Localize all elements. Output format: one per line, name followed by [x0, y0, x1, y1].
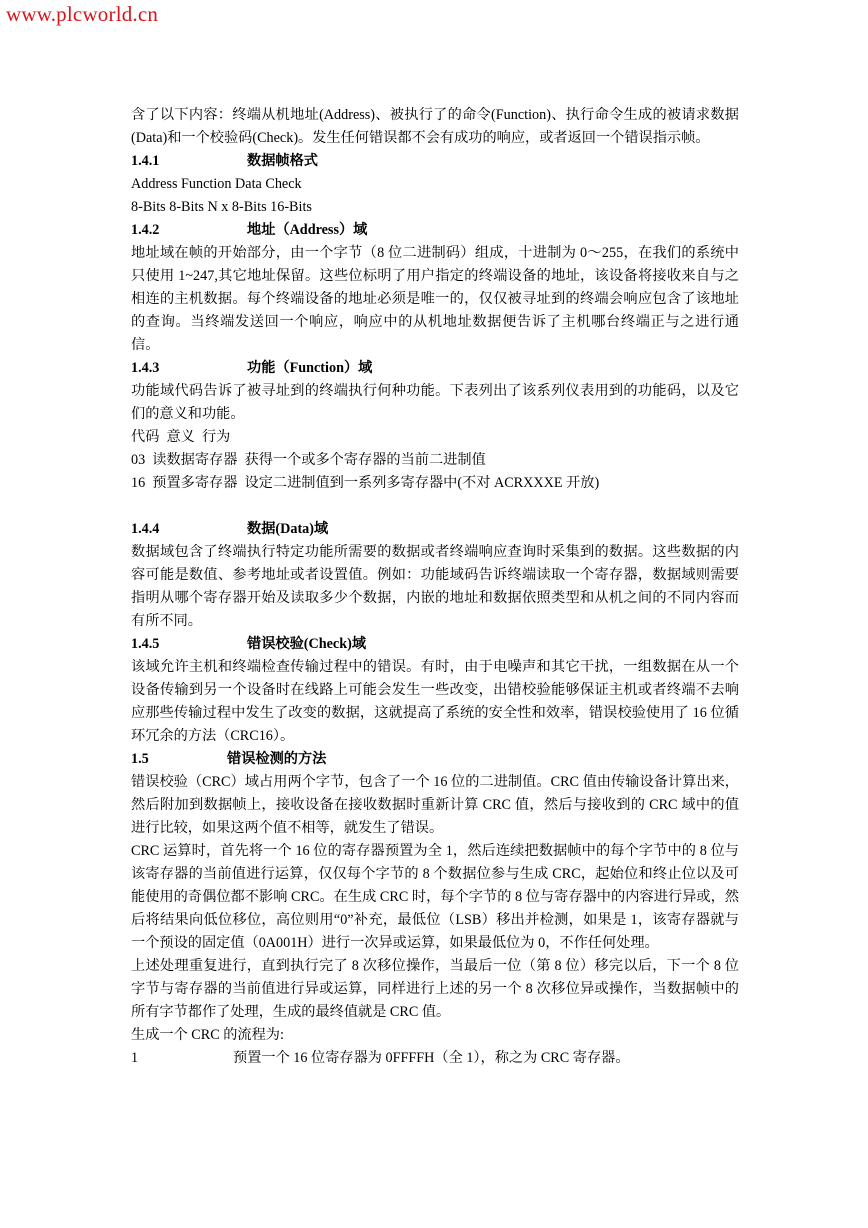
heading-1-4-2	[131, 219, 739, 242]
function-table-row: 03 读数据寄存器 获得一个或多个寄存器的当前二进制值	[131, 452, 486, 468]
heading-number: 1.4.1	[131, 153, 160, 169]
address-paragraph: 地址域在帧的开始部分，由一个字节（8 位二进制码）组成，十进制为 0～255，在我们的系统中只使用 1~247,其它地址保留。这些位标明了用户指定的终端设备的地址，该设备将接收来自与之相连的主机数据。每个终端设备的地址必须是唯一的，仅仅被寻址到的终端会响应包含了该地址的查询。当终端发送回一个响应，响应中的从机地址数据便告诉了主机哪台终端正与之进行通信。	[131, 245, 739, 353]
heading-1-4-3	[131, 357, 739, 380]
watermark-url: www.plcworld.cn	[6, 2, 159, 26]
document-body	[131, 104, 739, 1070]
crc-paragraph-3: 上述处理重复进行，直到执行完了 8 次移位操作，当最后一位（第 8 位）移完以后，下一个 8 位字节与寄存器的当前值进行异或运算，同样进行上述的另一个 8 次移位异或操作，当数据帧中的所有字节都作了处理，生成的最终值就是 CRC 值。	[131, 958, 739, 1020]
function-table-row: 16 预置多寄存器 设定二进制值到一系列多寄存器中(不对 ACRXXXE 开放)	[131, 475, 600, 491]
heading-title: 地址（Address）域	[247, 222, 368, 238]
heading-title: 数据帧格式	[247, 153, 318, 169]
crc-paragraph-1: 错误校验（CRC）域占用两个字节，包含了一个 16 位的二进制值。CRC 值由传输设备计算出来，然后附加到数据帧上，接收设备在接收数据时重新计算 CRC 值，然后与接收到的 CRC 域中的值进行比较，如果这两个值不相等，就发生了错误。	[131, 774, 739, 836]
spacer	[131, 495, 739, 518]
check-paragraph: 该域允许主机和终端检查传输过程中的错误。有时，由于电噪声和其它干扰，一组数据在从一个设备传输到另一个设备时在线路上可能会发生一些改变，出错校验能够保证主机或者终端不去响应那些传输过程中发生了改变的数据，这就提高了系统的安全性和效率，错误校验使用了 16 位循环冗余的方法（CRC16）。	[131, 659, 739, 744]
data-paragraph: 数据域包含了终端执行特定功能所需要的数据或者终端响应查询时采集到的数据。这些数据的内容可能是数值、参考地址或者设置值。例如：功能域码告诉终端读取一个寄存器，数据域则需要指明从哪个寄存器开始及读取多少个数据，内嵌的地址和数据依照类型和从机之间的不同内容而有所不同。	[131, 544, 739, 629]
heading-title: 功能（Function）域	[247, 360, 373, 376]
heading-title: 错误检测的方法	[227, 751, 327, 767]
step-number: 1	[131, 1050, 139, 1066]
frame-format-sizes: 8-Bits 8-Bits N x 8-Bits 16-Bits	[131, 199, 312, 215]
function-paragraph: 功能域代码告诉了被寻址到的终端执行何种功能。下表列出了该系列仪表用到的功能码，以及它们的意义和功能。	[131, 383, 739, 422]
crc-step-1	[131, 1047, 739, 1070]
heading-1-5	[131, 748, 739, 771]
heading-number: 1.4.3	[131, 360, 160, 376]
function-table-header: 代码 意义 行为	[131, 429, 231, 445]
crc-paragraph-2: CRC 运算时，首先将一个 16 位的寄存器预置为全 1，然后连续把数据帧中的每个字节中的 8 位与该寄存器的当前值进行运算，仅仅每个字节的 8 个数据位参与生成 CRC，起始位和终止位以及可能使用的奇偶位都不影响 CRC。在生成 CRC 时，每个字节的 8 位与寄存器中的内容进行异或，然后将结果向低位移位，高位则用“0”补充，最低位（LSB）移出并检测，如果是 1，该寄存器就与一个预设的固定值（0A001H）进行一次异或运算，如果最低位为 0，不作任何处理。	[131, 843, 739, 951]
heading-title: 错误校验(Check)域	[247, 636, 367, 652]
heading-number: 1.4.5	[131, 636, 160, 652]
heading-1-4-1	[131, 150, 739, 173]
heading-number: 1.4.2	[131, 222, 160, 238]
heading-number: 1.5	[131, 751, 149, 767]
crc-flow-intro: 生成一个 CRC 的流程为:	[131, 1027, 284, 1043]
intro-paragraph: 含了以下内容：终端从机地址(Address)、被执行了的命令(Function)、执行命令生成的被请求数据(Data)和一个校验码(Check)。发生任何错误都不会有成功的响应，或者返回一个错误指示帧。	[131, 107, 739, 146]
heading-1-4-4	[131, 518, 739, 541]
step-text: 预置一个 16 位寄存器为 0FFFFH（全 1），称之为 CRC 寄存器。	[233, 1050, 630, 1066]
frame-format-fields: Address Function Data Check	[131, 176, 302, 192]
heading-1-4-5	[131, 633, 739, 656]
heading-number: 1.4.4	[131, 521, 160, 537]
heading-title: 数据(Data)域	[247, 521, 329, 537]
